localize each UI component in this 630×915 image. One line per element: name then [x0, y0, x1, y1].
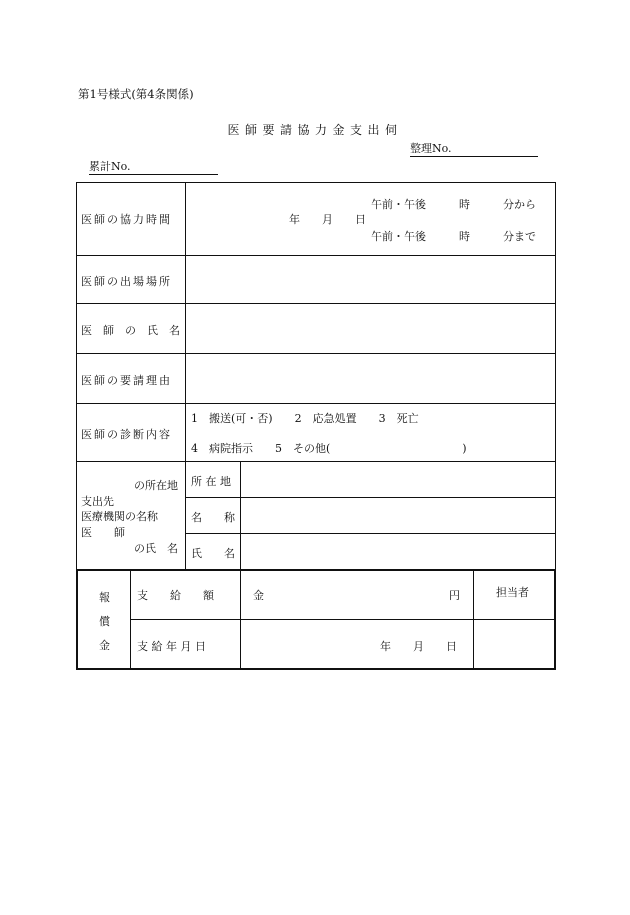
- shindan-label: 医師の診断内容: [81, 428, 172, 441]
- payment-border-left: [76, 569, 78, 670]
- amount-field[interactable]: [268, 575, 443, 615]
- seiri-number-field[interactable]: 整理No.: [410, 142, 538, 157]
- amount-label: 支 給 額: [137, 589, 214, 602]
- hosho-char-1: 報: [99, 591, 110, 604]
- shimei-field[interactable]: [186, 304, 555, 353]
- shishutsu-location-label: の所在地: [134, 479, 178, 492]
- row-divider: [76, 403, 556, 404]
- hosho-char-3: 金: [99, 639, 110, 652]
- sub-address-label: 所 在 地: [191, 475, 231, 488]
- shindan-options-line1[interactable]: 1 搬送(可・否) 2 応急処置 3 死亡: [191, 412, 419, 425]
- sub-person-label: 氏 名: [191, 547, 235, 560]
- tantosha-stamp-field[interactable]: [474, 620, 554, 668]
- iryo-kikan-label: 医療機関の名称: [81, 510, 158, 523]
- payment-border-top: [76, 569, 556, 571]
- address-field[interactable]: [241, 462, 555, 497]
- doctor-name-field[interactable]: [241, 534, 555, 569]
- ishi-label: 医 師: [81, 526, 125, 539]
- yosei-riyu-field[interactable]: [186, 354, 555, 403]
- form-border-left: [76, 182, 77, 571]
- payment-date-label: 支 給 年 月 日: [137, 640, 206, 653]
- yosei-riyu-label: 医師の要請理由: [81, 374, 172, 387]
- amount-prefix: 金: [253, 589, 264, 602]
- shishutsu-saki-label: 支出先: [81, 495, 114, 508]
- time-from-line: 午前・午後 時 分から: [371, 198, 536, 211]
- form-number: 第1号様式(第4条関係): [78, 87, 194, 101]
- amount-unit: 円: [449, 589, 460, 602]
- institution-name-field[interactable]: [241, 498, 555, 533]
- shimei-label: 医 師 の 氏 名: [81, 324, 180, 337]
- shutsujo-basho-label: 医師の出場場所: [81, 275, 172, 288]
- shutsujo-basho-field[interactable]: [186, 256, 555, 303]
- time-to-line: 午前・午後 時 分まで: [371, 230, 536, 243]
- tantosha-label: 担当者: [496, 586, 529, 599]
- hosho-char-2: 償: [99, 615, 110, 628]
- payment-date-value[interactable]: 年 月 日: [380, 640, 457, 653]
- shindan-options-line2[interactable]: 4 病院指示 5 その他( ): [191, 442, 467, 455]
- form-border-right: [555, 182, 556, 571]
- ruikei-number-field[interactable]: 累計No.: [89, 160, 218, 175]
- payment-border-bottom: [76, 668, 556, 670]
- kyoryoku-jikan-label: 医師の協力時間: [81, 213, 172, 226]
- shishutsu-name-label: の氏 名: [134, 542, 178, 555]
- document-title: 医師要請協力金支出伺: [227, 123, 403, 137]
- kyoryoku-jikan-field[interactable]: [186, 183, 555, 255]
- sub-name-label: 名 称: [191, 511, 235, 524]
- date-line: 年 月 日: [289, 213, 366, 226]
